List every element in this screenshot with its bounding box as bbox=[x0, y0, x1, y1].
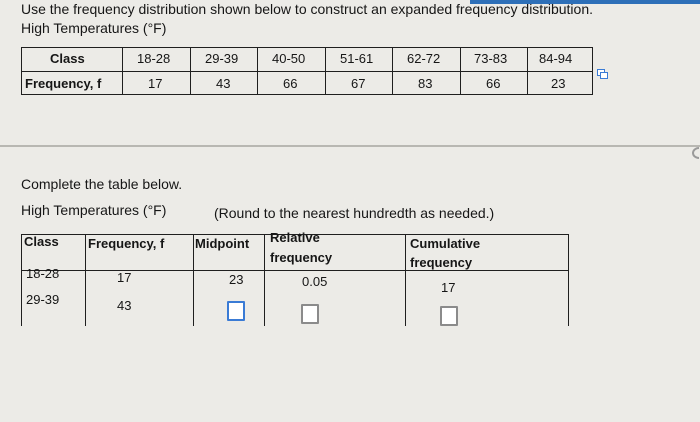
row-label-frequency: Frequency, f bbox=[25, 76, 102, 91]
section-divider bbox=[0, 145, 700, 147]
class-cell: 51-61 bbox=[340, 51, 374, 66]
cumulative-frequency-answer-input[interactable] bbox=[440, 306, 458, 326]
class-cell: 40-50 bbox=[272, 51, 306, 66]
header-cumulative-line1: Cumulative bbox=[410, 236, 481, 251]
row-relative-frequency: 0.05 bbox=[302, 274, 328, 289]
frequency-cell: 43 bbox=[216, 76, 231, 91]
expand-handle-icon[interactable] bbox=[684, 146, 700, 158]
class-cell: 29-39 bbox=[205, 51, 239, 66]
row-class: 29-39 bbox=[26, 292, 60, 307]
header-class: Class bbox=[24, 234, 59, 249]
rounding-note: (Round to the nearest hundredth as needed.) bbox=[214, 205, 495, 221]
header-relative-line2: frequency bbox=[270, 250, 333, 265]
row-midpoint: 23 bbox=[229, 272, 244, 287]
class-cell: 62-72 bbox=[407, 51, 441, 66]
class-cell: 73-83 bbox=[474, 51, 508, 66]
question-instruction: Use the frequency distribution shown below to construct an expanded frequency distribution. bbox=[21, 1, 594, 17]
frequency-cell: 83 bbox=[418, 76, 433, 91]
task-caption: High Temperatures (°F) bbox=[21, 202, 167, 218]
frequency-cell: 67 bbox=[351, 76, 366, 91]
midpoint-answer-input[interactable] bbox=[227, 301, 245, 321]
copy-data-icon[interactable] bbox=[597, 66, 609, 76]
header-frequency: Frequency, f bbox=[88, 236, 165, 251]
class-cell: 84-94 bbox=[539, 51, 573, 66]
frequency-cell: 17 bbox=[148, 76, 163, 91]
header-relative-line1: Relative bbox=[270, 230, 320, 245]
row-frequency: 17 bbox=[117, 270, 132, 285]
relative-frequency-answer-input[interactable] bbox=[301, 304, 319, 324]
given-table-caption: High Temperatures (°F) bbox=[21, 20, 167, 36]
row-label-class: Class bbox=[50, 51, 85, 66]
header-midpoint: Midpoint bbox=[195, 236, 250, 251]
frequency-cell: 23 bbox=[551, 76, 566, 91]
frequency-cell: 66 bbox=[486, 76, 501, 91]
row-class: 18-28 bbox=[26, 266, 60, 281]
row-cumulative-frequency: 17 bbox=[441, 280, 456, 295]
row-frequency: 43 bbox=[117, 298, 132, 313]
frequency-cell: 66 bbox=[283, 76, 298, 91]
task-instruction: Complete the table below. bbox=[21, 176, 183, 192]
class-cell: 18-28 bbox=[137, 51, 171, 66]
header-cumulative-line2: frequency bbox=[410, 255, 473, 270]
